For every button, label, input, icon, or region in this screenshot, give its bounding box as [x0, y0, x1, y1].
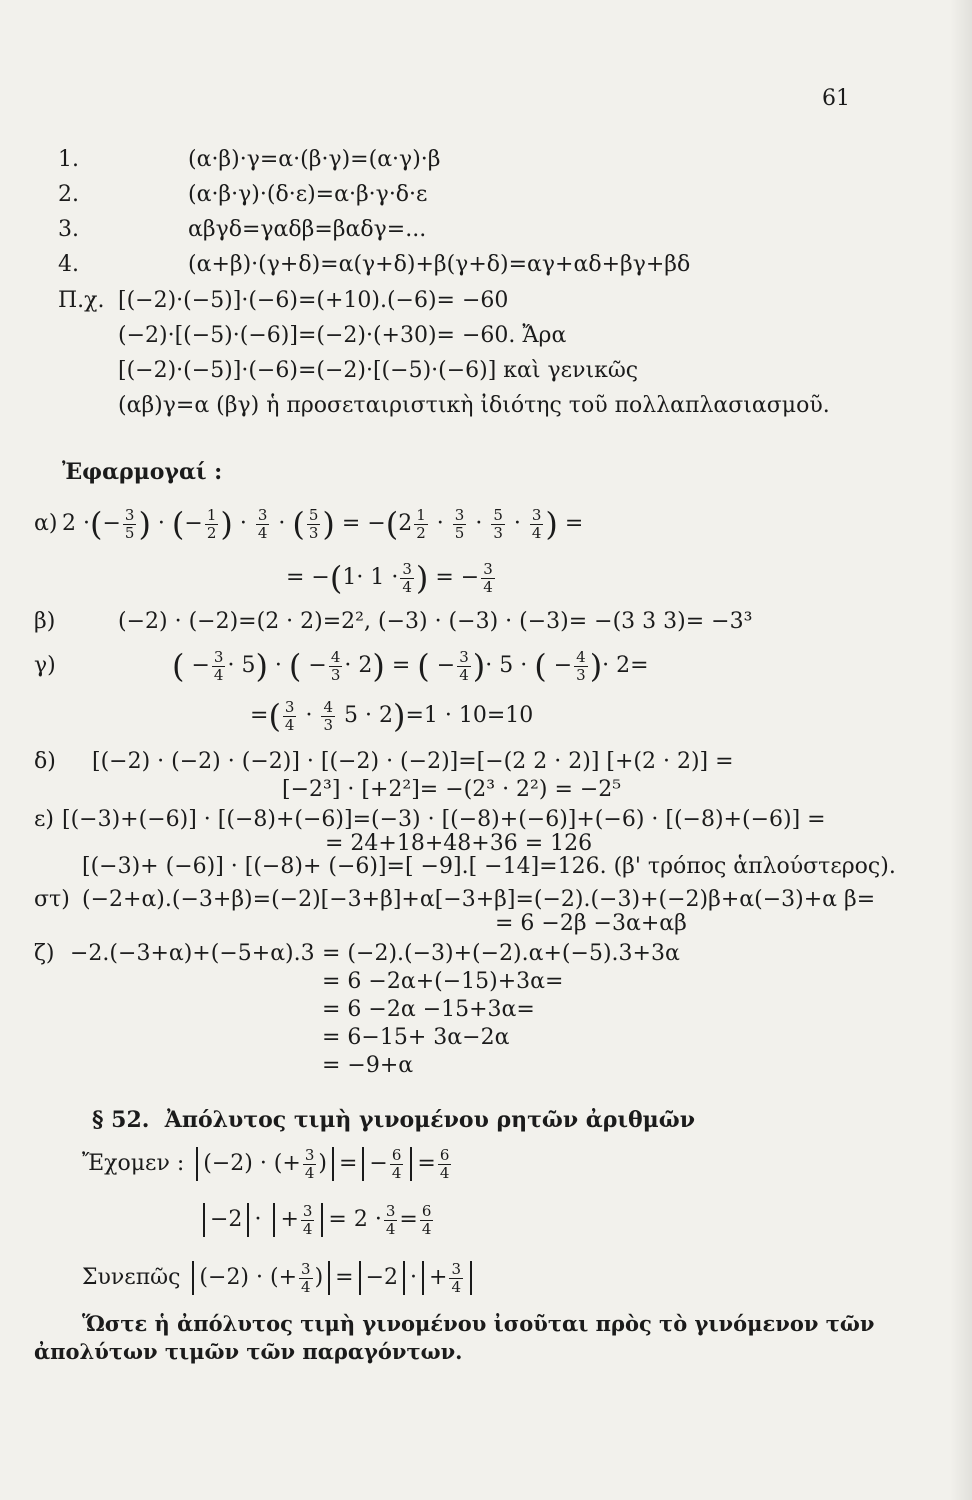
exercise-c-label: γ): [34, 653, 56, 678]
conclusion-line-2: ἀπολύτων τιμῶν τῶν παραγόντων.: [34, 1339, 463, 1364]
applications-title: Ἐφαρμογαί :: [62, 459, 223, 485]
page-number: 61: [822, 86, 850, 111]
fraction: $\frac{6}{4}$: [391, 1145, 402, 1182]
fraction: $\frac{5}{3}$: [493, 505, 503, 542]
section-title: Ἀπόλυτος τιμὴ γινομένου ρητῶν ἀριθμῶν: [164, 1107, 695, 1133]
fraction: $\frac{5}{3}$: [308, 505, 319, 542]
book-page: 61 1. (α·β)·γ=α·(β·γ)=(α·γ)·β 2. (α·β·γ)·(δ·ε)=α·β·γ·δ·ε 3. αβγδ=γαδβ=βαδγ=... 4. (α+β)·(γ+δ)=α(γ+δ)+β(γ+δ)=αγ+αδ+βγ+βδ Π.χ. [(−2)·(−5)]·(−6)=(+10).(−6)= −60 (−2)·[(−5)·(−6)]=(−2)·(+30)= −60. Ἄρα [(−2)·(−5)]·(−6)=(−2)·[(−5)·(−6)] καὶ γενικῶς (αβ)γ=α (βγ) ἡ προσεταιριστικὴ ἰδιότης τοῦ πολλαπλασιασμοῦ. Ἐφαρμογαί : α) 2 · ( − $\frac{3}{5}$ ) · ( − $\frac{1}{2}$ ) · $\frac{3}{4}$ · ( $\frac{5}{3}$ ) = − ( 2 $\frac{1}{2}$ · $\frac{3}{5}$ · $\frac{5}{3}$ · $\frac{3}{4}$ ) = = − ( 1· 1 · $\frac{3}{4}$ ) = − $\frac{3}{4}$ β) (−2) · (−2)=(2 · 2)=2², (−3) · (−3) · (−3)= −(3 3 3)= −3³ γ) ( − $\frac{3}{4}$ · 5 ) · ( − $\frac{4}{3}$ · 2 ) = ( − $\frac{3}{4}$ ) · 5 · ( − $\frac{4}{3}$ ) · 2= = ( $\frac{3}{4}$ · $\frac{4}{3}$ 5 · 2 ) =1 · 10=10 δ) [(−2) · (−2) · (−2)] · [(−2) · (−2)]=[−(2 2 · 2)] [+(2 · 2)] = [−2³] · [+2²]= −(2³ · 2²) = −2⁵ ε) [(−3)+(−6)] · [(−8)+(−6)]=(−3) · [(−8)+(−6)]+(−6) · [(−8)+(−6)] = = 24+18+48+36 = 126 [(−3)+ (−6)] · [(−8)+ (−6)]=[ −9].[ −14]=126. (β' τρόπος ἁπλούστερος). στ) (−2+α).(−3+β)=(−2)[−3+β]+α[−3+β]=(−2).(−3)+(−2)β+α(−3)+α β= = 6 −2β −3α+αβ ζ) −2.(−3+α)+(−5+α).3 = (−2).(−3)+(−2).α+(−5).3+3α = 6 −2α+(−15)+3α= = 6 −2α −15+3α= = 6−15+ 3α−2α = −9+α § 52. Ἀπόλυτος τιμὴ γινομένου ρητῶν ἀριθμῶν Ἔχομεν : (−2) · (+ $\frac{3}{4}$ ) = − $\frac{6}{4}$ = $\frac{6}{4}$ −2 · + $\frac{3}{4}$ = 2 · $\frac{3}{4}$ = $\frac{6}{4}$ Συνεπῶς (−2) · (+ $\frac{3}{4}$ ) = −2 · + $\frac{3}{4}$ Ὥστε ἡ ἀπόλυτος τιμὴ γινομένου ἰσοῦται πρὸς τὸ γινόμενον τῶν ἀπολύτων τιμῶν τῶν παραγόντων.: [0, 0, 972, 1500]
fraction: $\frac{3}{5}$: [454, 505, 465, 542]
exercise-e-label: ε): [34, 807, 54, 832]
exercise-st-label: στ): [34, 887, 70, 912]
exercise-z-label: ζ): [34, 941, 55, 966]
fraction: $\frac{3}{4}$: [304, 1145, 315, 1182]
fraction: $\frac{3}{4}$: [402, 559, 412, 596]
fraction: $\frac{3}{4}$: [257, 505, 268, 542]
fraction: $\frac{1}{2}$: [206, 505, 217, 542]
fraction: $\frac{3}{4}$: [213, 647, 224, 684]
fraction: $\frac{3}{4}$: [451, 1259, 462, 1296]
section-heading: [92, 1106, 695, 1134]
fraction: $\frac{3}{4}$: [459, 647, 469, 684]
exercise-d-label: δ): [34, 749, 56, 774]
fraction: $\frac{4}{3}$: [323, 697, 333, 734]
page-edge-shadow: [950, 0, 972, 1500]
exercise-b-label: β): [34, 609, 56, 634]
fraction: $\frac{3}{4}$: [385, 1201, 396, 1238]
fraction: $\frac{3}{4}$: [531, 505, 542, 542]
fraction: $\frac{3}{4}$: [301, 1259, 311, 1296]
fraction: $\frac{1}{2}$: [416, 505, 426, 542]
section-number: § 52.: [92, 1107, 150, 1133]
conclusion-line-1: Ὥστε ἡ ἀπόλυτος τιμὴ γινομένου ἰσοῦται πρὸς τὸ γινόμενον τῶν: [82, 1311, 875, 1336]
fraction: $\frac{3}{4}$: [302, 1201, 313, 1238]
fraction: $\frac{3}{4}$: [284, 697, 295, 734]
fraction: $\frac{3}{5}$: [124, 505, 135, 542]
example-label: Π.χ.: [58, 288, 105, 313]
exercise-a-label: α): [34, 511, 58, 536]
fraction: $\frac{4}{3}$: [330, 647, 341, 684]
fraction: $\frac{4}{3}$: [576, 647, 586, 684]
fraction: $\frac{3}{4}$: [483, 559, 493, 596]
fraction: $\frac{6}{4}$: [421, 1201, 432, 1238]
fraction: $\frac{6}{4}$: [439, 1145, 450, 1182]
